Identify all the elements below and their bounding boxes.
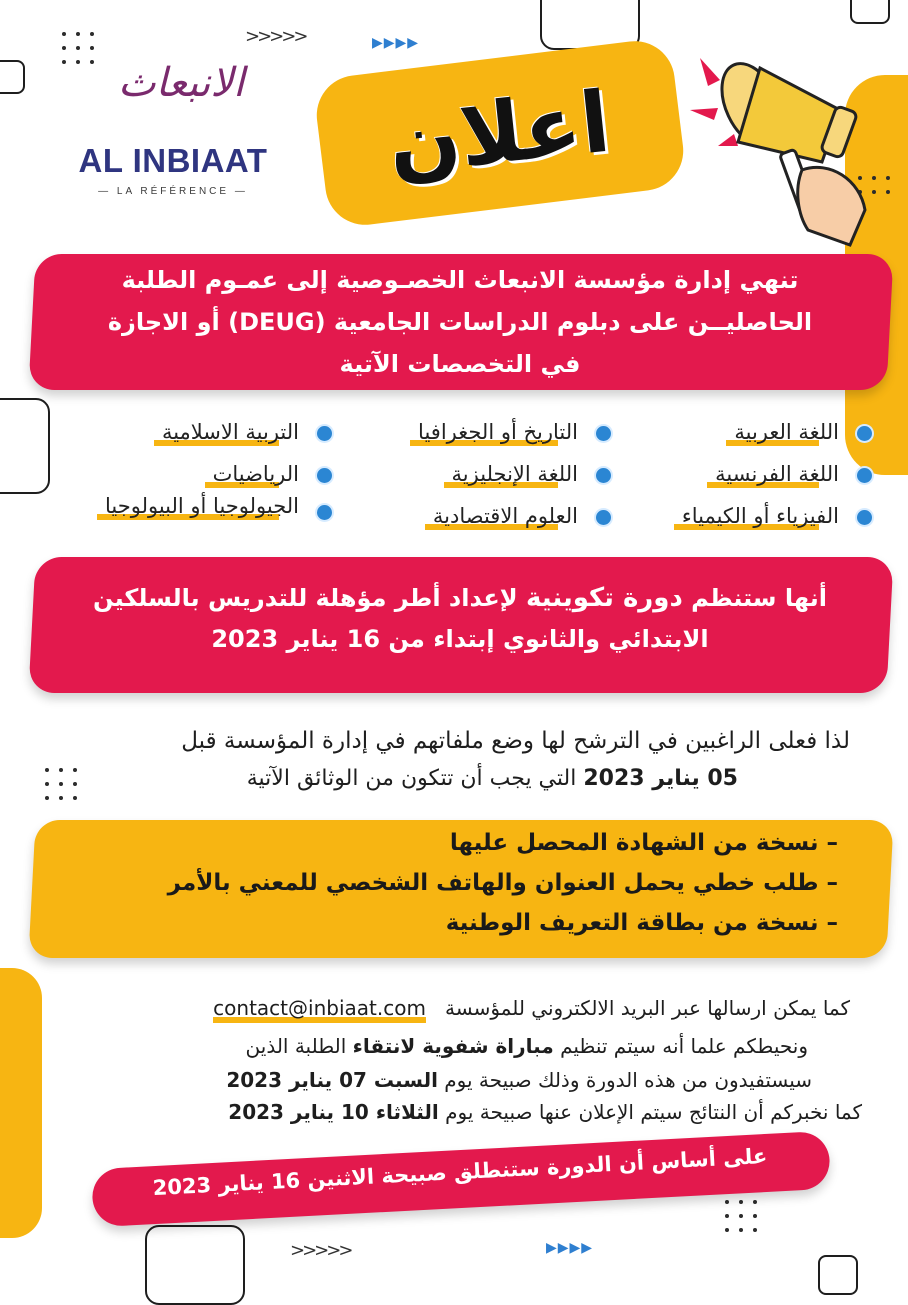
logo-tagline: — LA RÉFÉRENCE — <box>98 186 248 197</box>
training-line-2: الابتدائي والثانوي إبتداء من 16 يناير 2023 <box>211 625 709 653</box>
document-item: – طلب خطي يحمل العنوان والهاتف الشخصي للمعني بالأمر <box>167 870 838 896</box>
bullet-icon <box>857 468 872 483</box>
decor-dots-left <box>45 768 77 800</box>
deadline-date: 05 يناير 2023 <box>583 766 738 791</box>
intro-line-1: تنهي إدارة مؤسسة الانبعاث الخصـوصية إلى عمـوم الطلبة <box>121 266 799 294</box>
contact-line-2: ونحيطكم علما أنه سيتم تنظيم مباراة شفوية لانتقاء الطلبة الذين <box>245 1034 808 1058</box>
megaphone-icon <box>690 50 880 250</box>
decor-dots-top-left <box>62 32 94 64</box>
decor-outline-bottom <box>145 1225 245 1305</box>
contact-email-link[interactable]: contact@inbiaat.com <box>213 996 426 1020</box>
bullet-icon <box>596 468 611 483</box>
specialty-item: العلوم الاقتصادية <box>433 504 611 528</box>
training-line-1: أنها ستنظم دورة تكوينية لإعداد أطر مؤهلة للتدريس بالسلكين <box>93 583 827 613</box>
decor-outline-left-small <box>0 60 25 94</box>
contact-line-4: كما نخبركم أن النتائج سيتم الإعلان عنها صبيحة يوم الثلاثاء 10 يناير 2023 <box>228 1100 862 1124</box>
bullet-icon <box>317 468 332 483</box>
specialty-item: الرياضيات <box>213 462 332 486</box>
decor-chevrons-bottom: >>>>> <box>290 1240 351 1261</box>
bullet-icon <box>596 426 611 441</box>
decor-dots-bottom <box>725 1200 757 1232</box>
decor-blue-triangles-bottom: ▶▶▶▶ <box>546 1240 594 1256</box>
specialty-item: اللغة العربية <box>734 420 872 444</box>
specialty-item: التاريخ أو الجغرافيا <box>418 420 611 444</box>
bullet-icon <box>317 426 332 441</box>
decor-chevrons-top: >>>>> <box>245 26 306 47</box>
logo-name: AL INBIAAT <box>78 142 268 179</box>
deadline-line-2: 05 يناير 2023 التي يجب أن تتكون من الوثائق الآتية <box>246 766 738 791</box>
document-item: – نسخة من الشهادة المحصل عليها <box>449 830 838 856</box>
bullet-icon <box>857 426 872 441</box>
intro-line-3: في التخصصات الآتية <box>339 350 581 378</box>
specialty-item: التربية الاسلامية <box>162 420 332 444</box>
footer-banner-text: على أساس أن الدورة ستنطلق صبيحة الاثنين 16 يناير 2023 <box>152 1143 768 1201</box>
contact-line-3: سيستفيدون من هذه الدورة وذلك صبيحة يوم السبت 07 يناير 2023 <box>226 1068 812 1092</box>
decor-blue-triangles-top: ▶▶▶▶ <box>372 35 420 51</box>
training-highlight: دورة تكوينية <box>525 583 683 613</box>
bullet-icon <box>317 505 332 520</box>
bullet-icon <box>857 510 872 525</box>
specialty-item: الفيزياء أو الكيمياء <box>682 504 872 528</box>
document-item: – نسخة من بطاقة التعريف الوطنية <box>445 910 838 936</box>
decor-outline-bottom-right <box>818 1255 858 1295</box>
intro-line-2: الحاصليــن على دبلوم الدراسات الجامعية (DEUG) أو الاجازة <box>107 308 813 336</box>
logo-arabic-calligraphy: الانبعاث <box>118 60 245 106</box>
bullet-icon <box>596 510 611 525</box>
specialty-item: اللغة الإنجليزية <box>452 462 611 486</box>
contact-line-1: كما يمكن ارسالها عبر البريد الالكتروني للمؤسسة contact@inbiaat.com <box>213 996 850 1020</box>
announcement-title: اعلان <box>383 72 615 194</box>
decor-outline-top-right <box>850 0 890 24</box>
decor-outline-left-mid <box>0 398 50 494</box>
deadline-line-1: لذا فعلى الراغبين في الترشح لها وضع ملفاتهم في إدارة المؤسسة قبل <box>181 728 850 754</box>
decor-yellow-left-bottom <box>0 968 42 1238</box>
specialty-item: الجيولوجيا أو البيولوجيا <box>105 494 332 520</box>
specialty-item: اللغة الفرنسية <box>715 462 872 486</box>
